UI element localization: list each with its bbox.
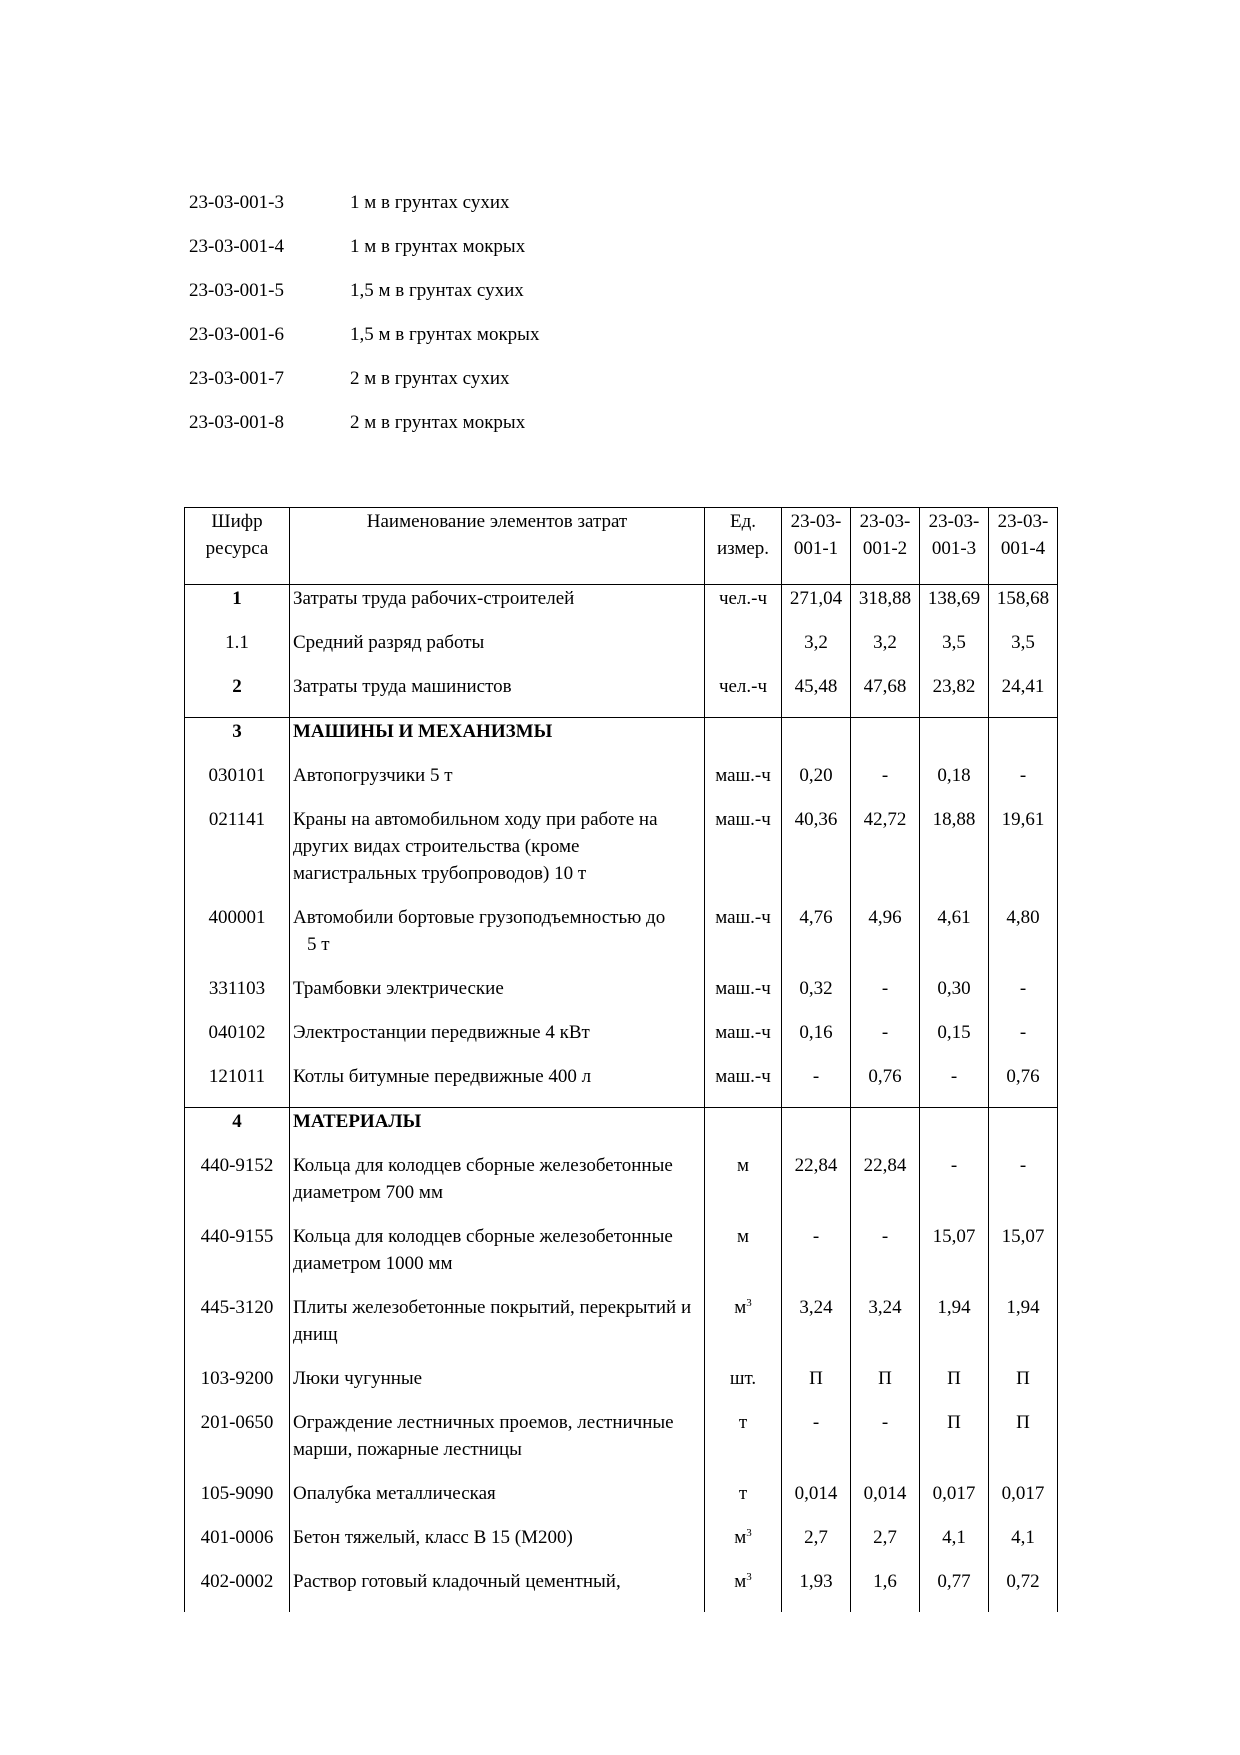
code: 23-03-001-4 bbox=[189, 236, 284, 257]
table-row bbox=[185, 762, 1058, 806]
cell-name: Люки чугунные bbox=[290, 1365, 705, 1409]
cell-unit bbox=[705, 1108, 782, 1153]
cell-name: Кольца для колодцев сборные железобетонные диаметром 700 мм bbox=[290, 1152, 705, 1223]
code: 23-03-001-3 bbox=[189, 192, 284, 213]
code-desc: 2 м в грунтах сухих bbox=[350, 368, 510, 389]
table-row bbox=[185, 1568, 1058, 1612]
cell-value bbox=[989, 1108, 1058, 1153]
cell-value: - bbox=[851, 1409, 920, 1480]
cell-unit: маш.-ч bbox=[705, 762, 782, 806]
cell-code: 445-3120 bbox=[185, 1294, 290, 1365]
cell-value: П bbox=[782, 1365, 851, 1409]
cell-code: 2 bbox=[185, 673, 290, 718]
cell-value: 318,88 bbox=[851, 585, 920, 630]
table-row bbox=[185, 975, 1058, 1019]
cell-value bbox=[782, 1108, 851, 1153]
code-desc: 1 м в грунтах мокрых bbox=[350, 236, 526, 257]
cell-code: 401-0006 bbox=[185, 1524, 290, 1568]
code-list-item bbox=[189, 412, 539, 456]
table-row bbox=[185, 1480, 1058, 1524]
cell-value: - bbox=[851, 762, 920, 806]
cell-name: Средний разряд работы bbox=[290, 629, 705, 673]
cell-value: - bbox=[989, 762, 1058, 806]
cell-name: Краны на автомобильном ходу при работе на других видах строительства (кроме магистральных трубопроводов) 10 т bbox=[290, 806, 705, 904]
cell-unit: м bbox=[705, 1223, 782, 1294]
cell-value: - bbox=[782, 1409, 851, 1480]
cell-value bbox=[920, 1108, 989, 1153]
cell-name: Затраты труда машинистов bbox=[290, 673, 705, 718]
cell-name: Трамбовки электрические bbox=[290, 975, 705, 1019]
header-col-1: 23-03- 001-1 bbox=[782, 508, 851, 585]
cell-value: 4,1 bbox=[920, 1524, 989, 1568]
cell-value: 3,2 bbox=[782, 629, 851, 673]
cell-value: - bbox=[851, 1019, 920, 1063]
code-desc: 1,5 м в грунтах сухих bbox=[350, 280, 524, 301]
cell-value: 1,93 bbox=[782, 1568, 851, 1612]
cell-value: 1,94 bbox=[920, 1294, 989, 1365]
header-col-2: 23-03- 001-2 bbox=[851, 508, 920, 585]
table-row bbox=[185, 629, 1058, 673]
cell-name: Затраты труда рабочих-строителей bbox=[290, 585, 705, 630]
header-name: Наименование элементов затрат bbox=[290, 508, 705, 585]
cell-value: 15,07 bbox=[989, 1223, 1058, 1294]
cell-value: - bbox=[782, 1223, 851, 1294]
cell-code: 4 bbox=[185, 1108, 290, 1153]
cell-unit: $м^3$ bbox=[705, 1524, 782, 1568]
table-row bbox=[185, 1223, 1058, 1294]
cell-value: 42,72 bbox=[851, 806, 920, 904]
cell-unit bbox=[705, 629, 782, 673]
cell-value: П bbox=[851, 1365, 920, 1409]
cell-value: 22,84 bbox=[782, 1152, 851, 1223]
section-row bbox=[185, 1108, 1058, 1153]
cell-value: 4,76 bbox=[782, 904, 851, 975]
cell-code: 440-9152 bbox=[185, 1152, 290, 1223]
table-row bbox=[185, 1294, 1058, 1365]
cell-value: 0,18 bbox=[920, 762, 989, 806]
cell-code: 402-0002 bbox=[185, 1568, 290, 1612]
cell-value: 271,04 bbox=[782, 585, 851, 630]
cell-value: 4,61 bbox=[920, 904, 989, 975]
cell-unit bbox=[705, 718, 782, 763]
code-list-item bbox=[189, 368, 539, 412]
cell-value: 18,88 bbox=[920, 806, 989, 904]
cell-value: 0,76 bbox=[851, 1063, 920, 1108]
cell-value: П bbox=[920, 1409, 989, 1480]
cell-value: - bbox=[989, 1152, 1058, 1223]
cell-unit: т bbox=[705, 1409, 782, 1480]
cell-value: - bbox=[920, 1152, 989, 1223]
code: 23-03-001-5 bbox=[189, 280, 284, 301]
cell-value: 22,84 bbox=[851, 1152, 920, 1223]
cell-value: П bbox=[989, 1409, 1058, 1480]
cell-value: 45,48 bbox=[782, 673, 851, 718]
cell-value bbox=[989, 718, 1058, 763]
cell-name: Ограждение лестничных проемов, лестничные марши, пожарные лестницы bbox=[290, 1409, 705, 1480]
cell-unit: чел.-ч bbox=[705, 673, 782, 718]
cell-value: 47,68 bbox=[851, 673, 920, 718]
cell-value: 0,20 bbox=[782, 762, 851, 806]
section-title: МАШИНЫ И МЕХАНИЗМЫ bbox=[290, 718, 705, 763]
cell-value: 0,72 bbox=[989, 1568, 1058, 1612]
cell-unit: $м^3$ bbox=[705, 1568, 782, 1612]
cell-code: 331103 bbox=[185, 975, 290, 1019]
cell-value: 3,5 bbox=[989, 629, 1058, 673]
cell-value: 3,2 bbox=[851, 629, 920, 673]
cell-code: 105-9090 bbox=[185, 1480, 290, 1524]
cell-value: 23,82 bbox=[920, 673, 989, 718]
cell-unit: маш.-ч bbox=[705, 1019, 782, 1063]
cell-name: Раствор готовый кладочный цементный, bbox=[290, 1568, 705, 1612]
cell-value: - bbox=[989, 1019, 1058, 1063]
table-row bbox=[185, 1409, 1058, 1480]
cell-code: 021141 bbox=[185, 806, 290, 904]
code-desc: 1 м в грунтах сухих bbox=[350, 192, 510, 213]
code: 23-03-001-6 bbox=[189, 324, 284, 345]
cell-value: 0,014 bbox=[851, 1480, 920, 1524]
code-desc: 2 м в грунтах мокрых bbox=[350, 412, 526, 433]
cell-unit: $м^3$ bbox=[705, 1294, 782, 1365]
cell-name: Кольца для колодцев сборные железобетонные диаметром 1000 мм bbox=[290, 1223, 705, 1294]
header-col-4: 23-03- 001-4 bbox=[989, 508, 1058, 585]
cell-value: 0,16 bbox=[782, 1019, 851, 1063]
cell-value: 1,6 bbox=[851, 1568, 920, 1612]
table-row bbox=[185, 673, 1058, 718]
code-desc: 1,5 м в грунтах мокрых bbox=[350, 324, 540, 345]
cell-code: 030101 bbox=[185, 762, 290, 806]
cell-value: 3,5 bbox=[920, 629, 989, 673]
cell-code: 1.1 bbox=[185, 629, 290, 673]
cell-code: 201-0650 bbox=[185, 1409, 290, 1480]
cell-value bbox=[782, 718, 851, 763]
cell-value: 3,24 bbox=[851, 1294, 920, 1365]
table-row bbox=[185, 1365, 1058, 1409]
cell-unit: м bbox=[705, 1152, 782, 1223]
cell-value: 4,96 bbox=[851, 904, 920, 975]
cell-unit: шт. bbox=[705, 1365, 782, 1409]
cell-unit: маш.-ч bbox=[705, 904, 782, 975]
header-col-3: 23-03- 001-3 bbox=[920, 508, 989, 585]
cell-value: 4,80 bbox=[989, 904, 1058, 975]
code-list-item bbox=[189, 324, 539, 368]
cell-name: Котлы битумные передвижные 400 л bbox=[290, 1063, 705, 1108]
cell-code: 040102 bbox=[185, 1019, 290, 1063]
section-row bbox=[185, 718, 1058, 763]
header-code: Шифр ресурса bbox=[185, 508, 290, 585]
cell-code: 3 bbox=[185, 718, 290, 763]
code-list-item bbox=[189, 236, 539, 280]
table-row bbox=[185, 1019, 1058, 1063]
code-list-item bbox=[189, 280, 539, 324]
cell-value: П bbox=[989, 1365, 1058, 1409]
section-title: МАТЕРИАЛЫ bbox=[290, 1108, 705, 1153]
cell-value: 3,24 bbox=[782, 1294, 851, 1365]
code: 23-03-001-7 bbox=[189, 368, 284, 389]
code: 23-03-001-8 bbox=[189, 412, 284, 433]
cell-value: - bbox=[989, 975, 1058, 1019]
cell-name: Опалубка металлическая bbox=[290, 1480, 705, 1524]
resource-cost-table bbox=[184, 507, 1058, 1612]
cell-value: - bbox=[920, 1063, 989, 1108]
table-row bbox=[185, 1152, 1058, 1223]
cell-value: 4,1 bbox=[989, 1524, 1058, 1568]
cell-code: 121011 bbox=[185, 1063, 290, 1108]
cell-value: 19,61 bbox=[989, 806, 1058, 904]
cell-code: 103-9200 bbox=[185, 1365, 290, 1409]
cell-name: Бетон тяжелый, класс В 15 (М200) bbox=[290, 1524, 705, 1568]
cell-code: 400001 bbox=[185, 904, 290, 975]
cell-unit: т bbox=[705, 1480, 782, 1524]
cell-value: 0,014 bbox=[782, 1480, 851, 1524]
cell-value bbox=[851, 1108, 920, 1153]
cell-unit: маш.-ч bbox=[705, 806, 782, 904]
code-list-item bbox=[189, 192, 539, 236]
cell-value: 0,76 bbox=[989, 1063, 1058, 1108]
cell-value bbox=[851, 718, 920, 763]
table-row bbox=[185, 1063, 1058, 1108]
cell-value: 0,017 bbox=[920, 1480, 989, 1524]
cell-unit: маш.-ч bbox=[705, 975, 782, 1019]
cell-value: 0,15 bbox=[920, 1019, 989, 1063]
cell-value: 138,69 bbox=[920, 585, 989, 630]
table-header-row bbox=[185, 508, 1058, 585]
cell-name: Электростанции передвижные 4 кВт bbox=[290, 1019, 705, 1063]
cell-name: Автомобили бортовые грузоподъемностью до 5 т bbox=[290, 904, 705, 975]
cell-value: 40,36 bbox=[782, 806, 851, 904]
cell-value: 1,94 bbox=[989, 1294, 1058, 1365]
table-row bbox=[185, 1524, 1058, 1568]
cell-value: - bbox=[851, 975, 920, 1019]
table-row bbox=[185, 904, 1058, 975]
cell-code: 440-9155 bbox=[185, 1223, 290, 1294]
work-code-list bbox=[189, 192, 539, 456]
cell-value: П bbox=[920, 1365, 989, 1409]
cell-code: 1 bbox=[185, 585, 290, 630]
cell-value: 0,017 bbox=[989, 1480, 1058, 1524]
table-row bbox=[185, 806, 1058, 904]
cell-value: 0,77 bbox=[920, 1568, 989, 1612]
header-unit: Ед. измер. bbox=[705, 508, 782, 585]
cell-value: - bbox=[851, 1223, 920, 1294]
cell-value: - bbox=[782, 1063, 851, 1108]
cell-value: 2,7 bbox=[851, 1524, 920, 1568]
cell-value: 0,30 bbox=[920, 975, 989, 1019]
cell-name: Плиты железобетонные покрытий, перекрытий и днищ bbox=[290, 1294, 705, 1365]
cell-value: 0,32 bbox=[782, 975, 851, 1019]
cell-value: 158,68 bbox=[989, 585, 1058, 630]
cell-value bbox=[920, 718, 989, 763]
cell-value: 15,07 bbox=[920, 1223, 989, 1294]
cell-value: 24,41 bbox=[989, 673, 1058, 718]
table-row bbox=[185, 585, 1058, 630]
cell-name: Автопогрузчики 5 т bbox=[290, 762, 705, 806]
cell-unit: маш.-ч bbox=[705, 1063, 782, 1108]
cell-value: 2,7 bbox=[782, 1524, 851, 1568]
cell-unit: чел.-ч bbox=[705, 585, 782, 630]
